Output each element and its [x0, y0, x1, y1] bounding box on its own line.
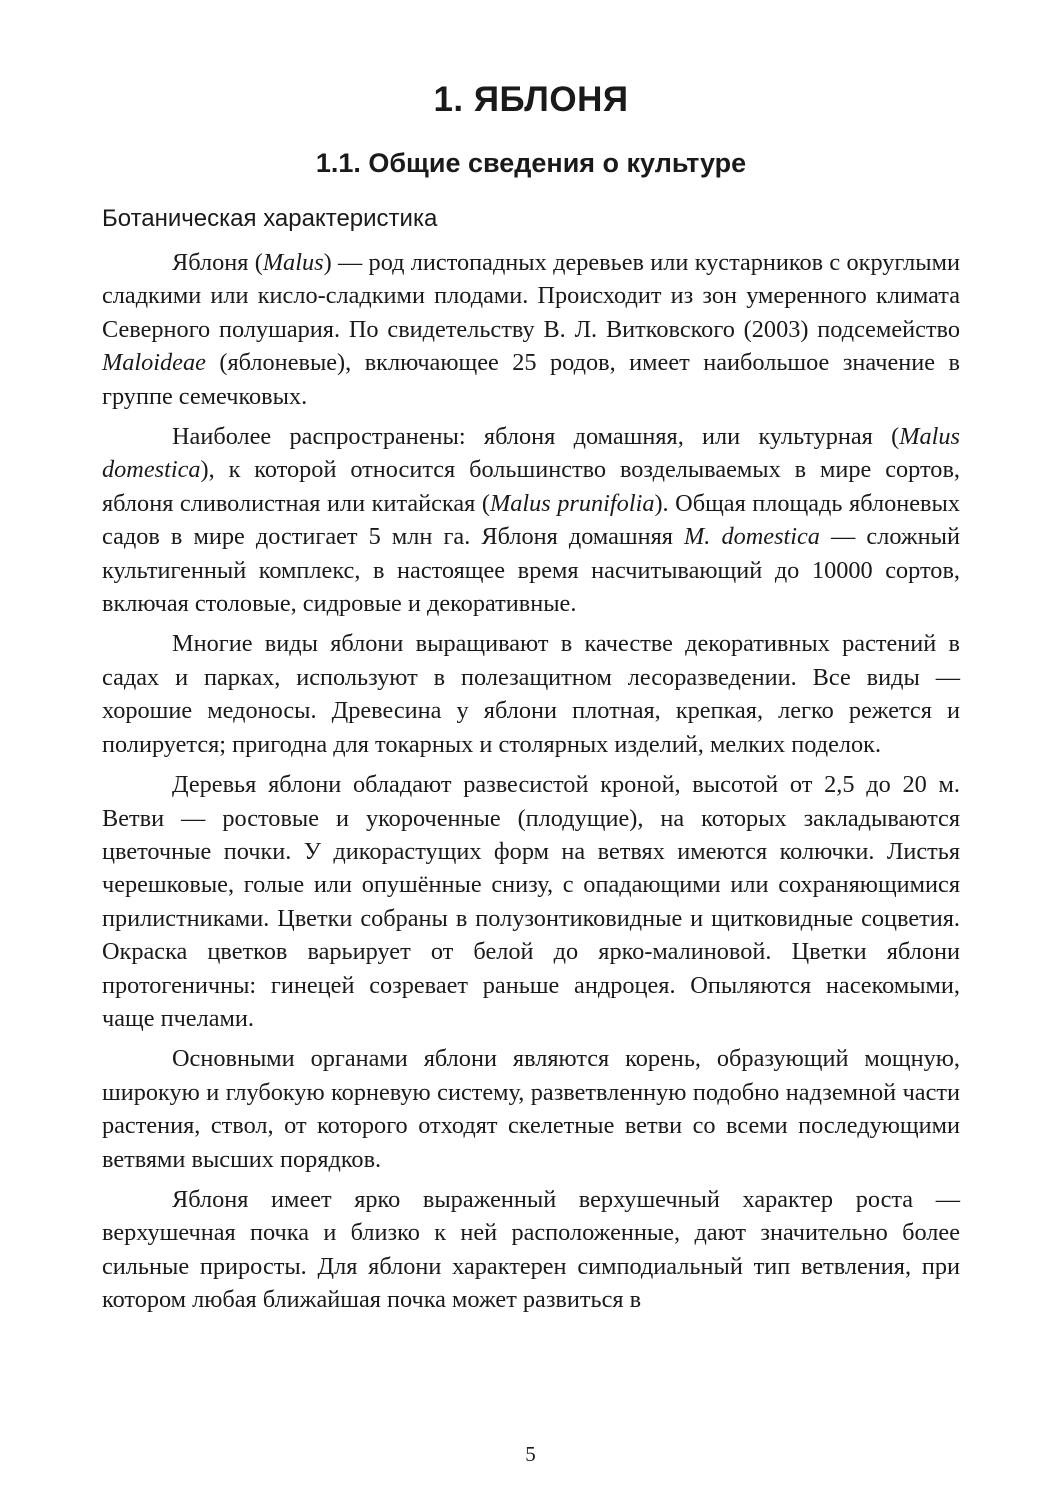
paragraph-2: Наиболее распространены: яблоня домашняя, или культурная (Malus domestica), к которой относится большинство возделываемых в мире сортов, яблоня сливолистная или китайская (Malus prunifolia). Общая площадь яблоневых садов в мире достигает 5 млн га. Яблоня домашняя M. domestica — сложный культигенный комплекс, в настоящее время насчитывающий до 10000 сортов, включая столовые, сидровые и декоративные.	[102, 423, 961, 618]
paragraph-4: Деревья яблони обладают развесистой кроной, высотой от 2,5 до 20 м. Ветви — ростовые и укороченные (плодущие), на которых закладываются цветочные почки. У дикорастущих форм на ветвях имеются колючки. Листья черешковые, голые или опушённые снизу, с опадающими или сохраняющимися прилистниками. Цветки собраны в полузонтиковидные и щитковидные соцветия. Окраска цветков варьирует от белой до ярко-малиновой. Цветки яблони протогеничны: гинецей созревает раньше андроцея. Опыляются насекомыми, чаще пчелами.	[102, 771, 960, 1032]
latin-term: Malus	[262, 249, 324, 276]
page-number: 5	[525, 1442, 536, 1466]
paragraph-6: Яблоня имеет ярко выраженный верхушечный характер роста — верхушечная почка и близко к ней расположенные, дают значительно более сильные приросты. Для яблони характерен симподиальный тип ветвления, при котором любая ближайшая почка может развиться в	[102, 1185, 960, 1314]
latin-term: Maloideae	[102, 349, 206, 377]
latin-term: Malus prunifolia	[489, 489, 655, 517]
paragraph-5: Основными органами яблони являются корень, образующий мощную, широкую и глубокую корневую систему, разветвленную подобно надземной части растения, ствол, от которого отходят скелетные ветви со всеми последующими ветвями высших порядков.	[102, 1045, 960, 1173]
latin-term: M. domestica	[684, 523, 820, 551]
subsection-title: Ботаническая характеристика	[102, 205, 438, 232]
body-text	[102, 246, 960, 1317]
chapter-title: 1. ЯБЛОНЯ	[433, 80, 629, 119]
document-page	[102, 78, 960, 1324]
paragraph-1: Яблоня (Malus) — род листопадных деревьев или кустарников с округлыми сладкими или кисло-сладкими плодами. Происходит из зон умеренного климата Северного полушария. По свидетельству В. Л. Витковского (2003) подсемейство Maloideae (яблоневые), включающее 25 родов, имеет наибольшое значение в группе семечковых.	[102, 249, 960, 410]
paragraph-3: Многие виды яблони выращивают в качестве декоративных растений в садах и парках, используют в полезащитном лесоразведении. Все виды — хорошие медоносы. Древесина у яблони плотная, крепкая, легко режется и полируется; пригодна для токарных и столярных изделий, мелких поделок.	[102, 630, 960, 758]
latin-term: Malus domestica	[102, 423, 960, 484]
section-title: 1.1. Общие сведения о культуре	[315, 148, 747, 178]
